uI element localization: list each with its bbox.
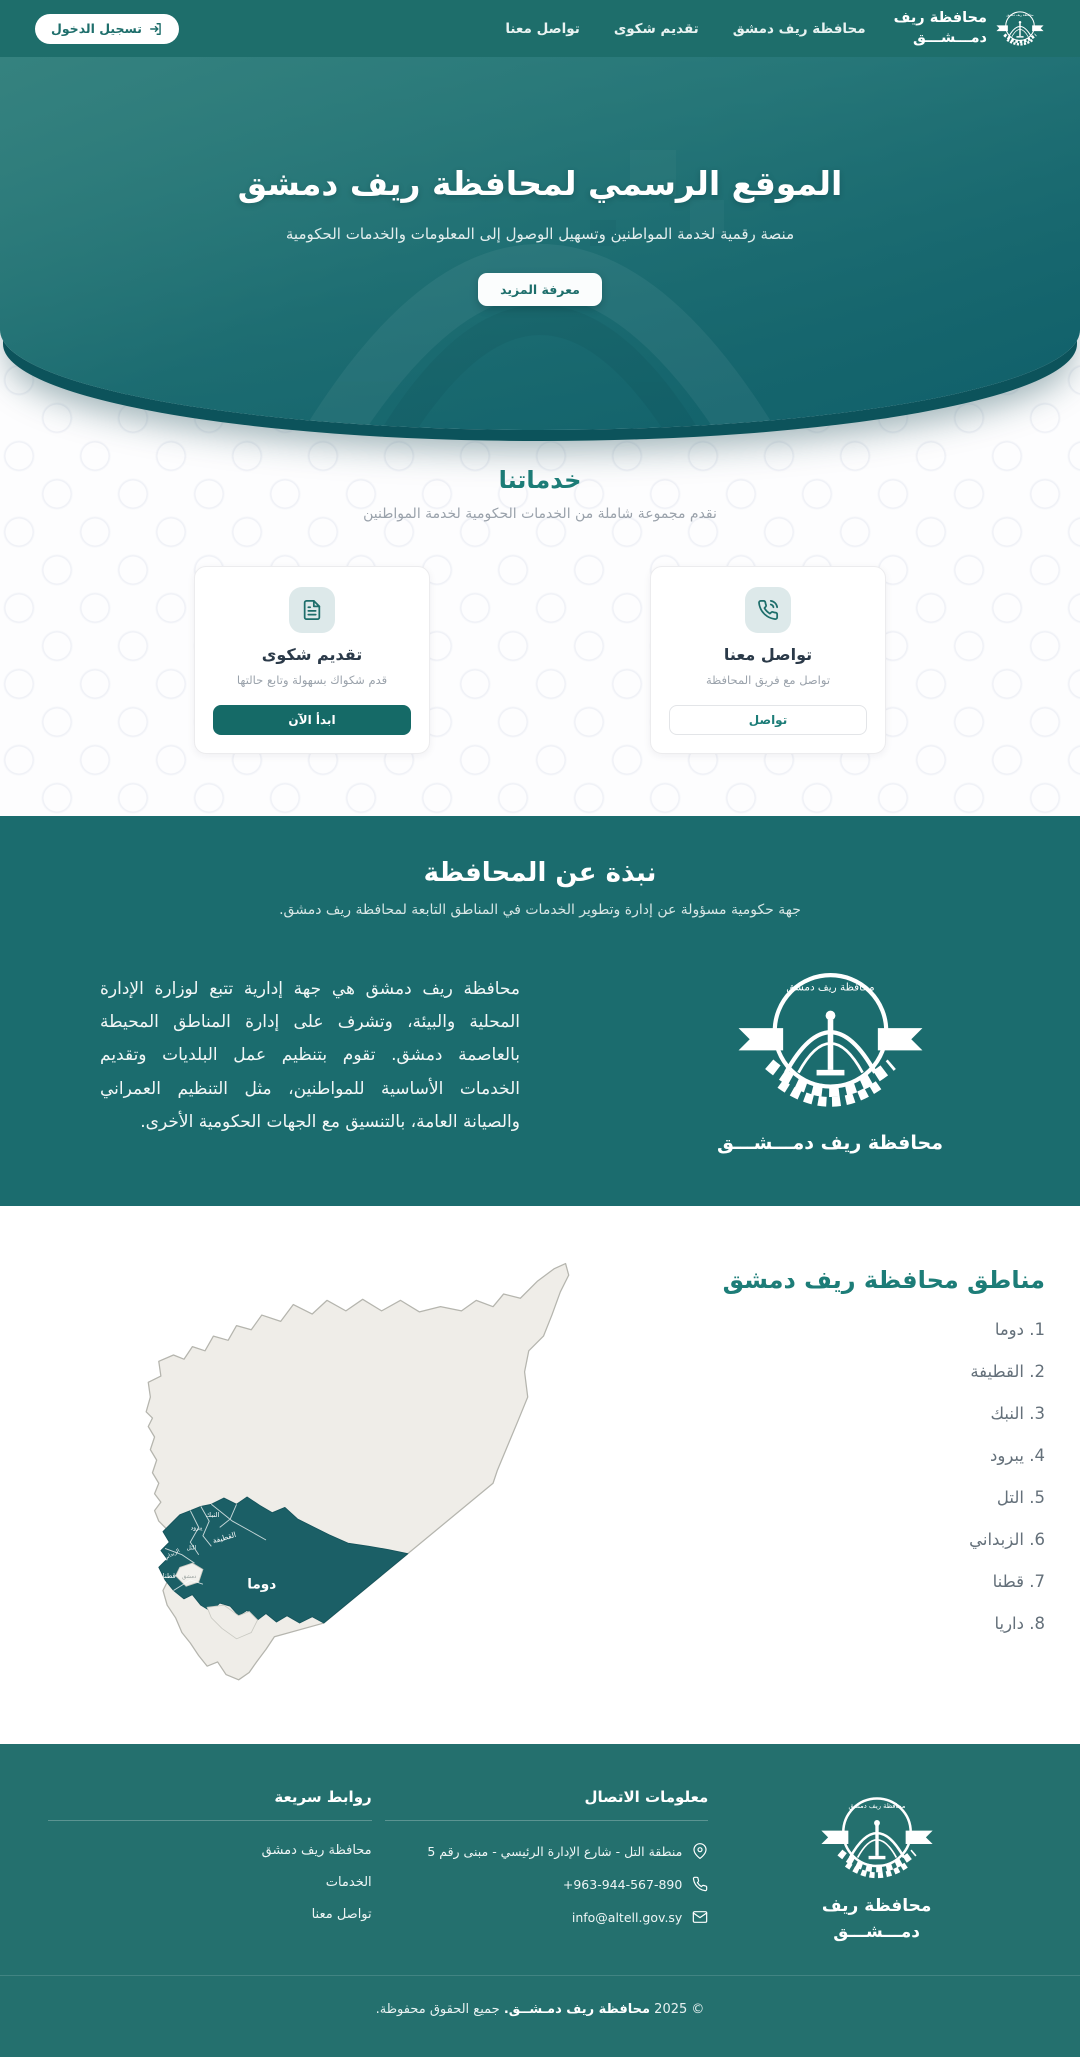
complaint-card-button[interactable]: ابدأ الآن bbox=[213, 705, 411, 735]
svg-text:محافظة ريف دمشق: محافظة ريف دمشق bbox=[1006, 12, 1034, 17]
contact-info-title: معلومات الاتصال bbox=[584, 1788, 709, 1806]
phone-item[interactable]: +963-944-567-890 bbox=[372, 1876, 709, 1892]
about-subtitle: جهة حكومية مسؤولة عن إدارة وتطوير الخدمات في المناطق التابعة لمحافظة ريف دمشق. bbox=[279, 902, 801, 918]
map-label-yabroud: يبرود bbox=[190, 1525, 203, 1532]
brand-title bbox=[894, 9, 987, 48]
map-label-nabk: النبك bbox=[205, 1510, 220, 1519]
nav-link-complaint[interactable]: تقديم شكوى bbox=[613, 20, 699, 37]
site-logo[interactable] bbox=[894, 7, 1045, 51]
contact-card-button[interactable]: تواصل bbox=[669, 705, 867, 735]
site-header bbox=[0, 0, 1080, 57]
nav-link-governorate[interactable]: محافظة ريف دمشق bbox=[732, 20, 866, 37]
footer-logo-caption: محافظة ريف دمـــشـــق bbox=[821, 1896, 932, 1942]
phone-icon bbox=[692, 1876, 708, 1892]
footer-contact-column bbox=[372, 1788, 709, 1945]
copyright-bar: © 2025 محافظة ريف دمـشــق. جميع الحقوق محفوظة. bbox=[0, 1975, 1080, 2057]
services-title: خدماتنا bbox=[498, 466, 582, 494]
about-paragraph: محافظة ريف دمشق هي جهة إدارية تتبع لوزارة الإدارة المحلية والبيئة، وتشرف على إدارة المناطق المحيطة بالعاصمة دمشق. تقوم بتنظيم عمل البلديات وتقديم الخدمات الأساسية للمواطنين، مثل التنظيم العمراني والصيانة العامة، بالتنسيق مع الجهات الحكومية الأخرى. bbox=[100, 979, 520, 1132]
svg-text:محافظة ريف دمشق: محافظة ريف دمشق bbox=[785, 981, 875, 994]
learn-more-button[interactable]: معرفة المزيد bbox=[478, 273, 602, 306]
login-label: تسجيل الدخول bbox=[51, 21, 142, 36]
region-list-item: 7. قطنا bbox=[992, 1572, 1045, 1591]
divider bbox=[385, 1820, 708, 1821]
map-label-qatana: قطنا bbox=[162, 1571, 176, 1580]
about-title: نبذة عن المحافظة bbox=[423, 858, 657, 888]
email-item[interactable]: info@altell.gov.sy bbox=[372, 1909, 709, 1925]
region-list-item: 5. التل bbox=[996, 1488, 1045, 1507]
map-label-qutayfah: القطيفة bbox=[211, 1529, 238, 1546]
nav-link-contact[interactable]: تواصل معنا bbox=[505, 20, 580, 37]
location-pin-icon bbox=[692, 1843, 708, 1859]
footer-link-contact[interactable]: تواصل معنا bbox=[311, 1907, 372, 1922]
login-icon bbox=[149, 22, 163, 36]
hero-services-zone bbox=[0, 57, 1080, 816]
map-label-zabadani: الزبداني bbox=[162, 1547, 181, 1562]
region-list-item: 6. الزبداني bbox=[969, 1530, 1045, 1549]
site-footer bbox=[0, 1744, 1080, 2057]
services-section bbox=[35, 430, 1045, 754]
governorate-emblem-icon bbox=[995, 7, 1045, 51]
svg-text:محافظة ريف دمشق: محافظة ريف دمشق bbox=[848, 1801, 906, 1810]
syria-map bbox=[99, 1252, 639, 1704]
region-list-item: 4. يبرود bbox=[990, 1446, 1045, 1465]
footer-logo bbox=[708, 1788, 1045, 1945]
phone-icon bbox=[745, 587, 791, 633]
complaint-card-title: تقديم شكوى bbox=[261, 645, 363, 664]
hero-subtitle: منصة رقمية لخدمة المواطنين وتسهيل الوصول إلى المعلومات والخدمات الحكومية bbox=[285, 224, 795, 243]
region-list-item: 2. القطيفة bbox=[970, 1362, 1045, 1381]
footer-links-column bbox=[35, 1788, 372, 1945]
divider bbox=[48, 1820, 371, 1821]
about-section bbox=[0, 816, 1080, 1206]
complaint-card bbox=[194, 566, 430, 754]
contact-card-desc: تواصل مع فريق المحافظة bbox=[705, 673, 831, 687]
brand-line1: محافظة ريف bbox=[893, 9, 987, 26]
services-subtitle: نقدم مجموعة شاملة من الخدمات الحكومية لخدمة المواطنين bbox=[363, 506, 717, 522]
about-logo bbox=[680, 958, 980, 1154]
map-label-tall: التل bbox=[186, 1545, 197, 1552]
governorate-emblem-icon bbox=[818, 1788, 936, 1890]
mail-icon bbox=[692, 1909, 708, 1925]
syria-outline bbox=[146, 1264, 569, 1680]
footer-link-services[interactable]: الخدمات bbox=[325, 1875, 372, 1890]
map-label-damascus: دمشق bbox=[182, 1573, 197, 1580]
contact-card-title: تواصل معنا bbox=[723, 645, 813, 664]
region-list-item: 3. النبك bbox=[990, 1404, 1045, 1423]
footer-link-governorate[interactable]: محافظة ريف دمشق bbox=[261, 1843, 372, 1858]
region-list-item: 1. دوما bbox=[994, 1320, 1045, 1339]
login-button[interactable] bbox=[35, 14, 179, 44]
document-icon bbox=[289, 587, 335, 633]
complaint-card-desc: قدم شكواك بسهولة وتابع حالتها bbox=[236, 673, 388, 687]
about-logo-caption: محافظة ريف دمـــشـــق bbox=[717, 1132, 943, 1154]
region-list-item: 8. داريا bbox=[994, 1614, 1045, 1633]
regions-section bbox=[35, 1206, 1045, 1744]
governorate-emblem-icon bbox=[733, 958, 928, 1126]
brand-line2: دمـــشـــق bbox=[913, 29, 987, 46]
regions-title: مناطق محافظة ريف دمشق bbox=[722, 1266, 1045, 1294]
contact-card bbox=[650, 566, 886, 754]
main-nav bbox=[505, 21, 865, 37]
address-item: منطقة التل - شارع الإدارة الرئيسي - مبنى رقم 5 bbox=[372, 1843, 709, 1859]
map-label-douma: دوما bbox=[247, 1576, 277, 1593]
quick-links-title: روابط سريعة bbox=[274, 1788, 372, 1806]
hero bbox=[0, 57, 1080, 430]
hero-title: الموقع الرسمي لمحافظة ريف دمشق bbox=[237, 163, 843, 203]
